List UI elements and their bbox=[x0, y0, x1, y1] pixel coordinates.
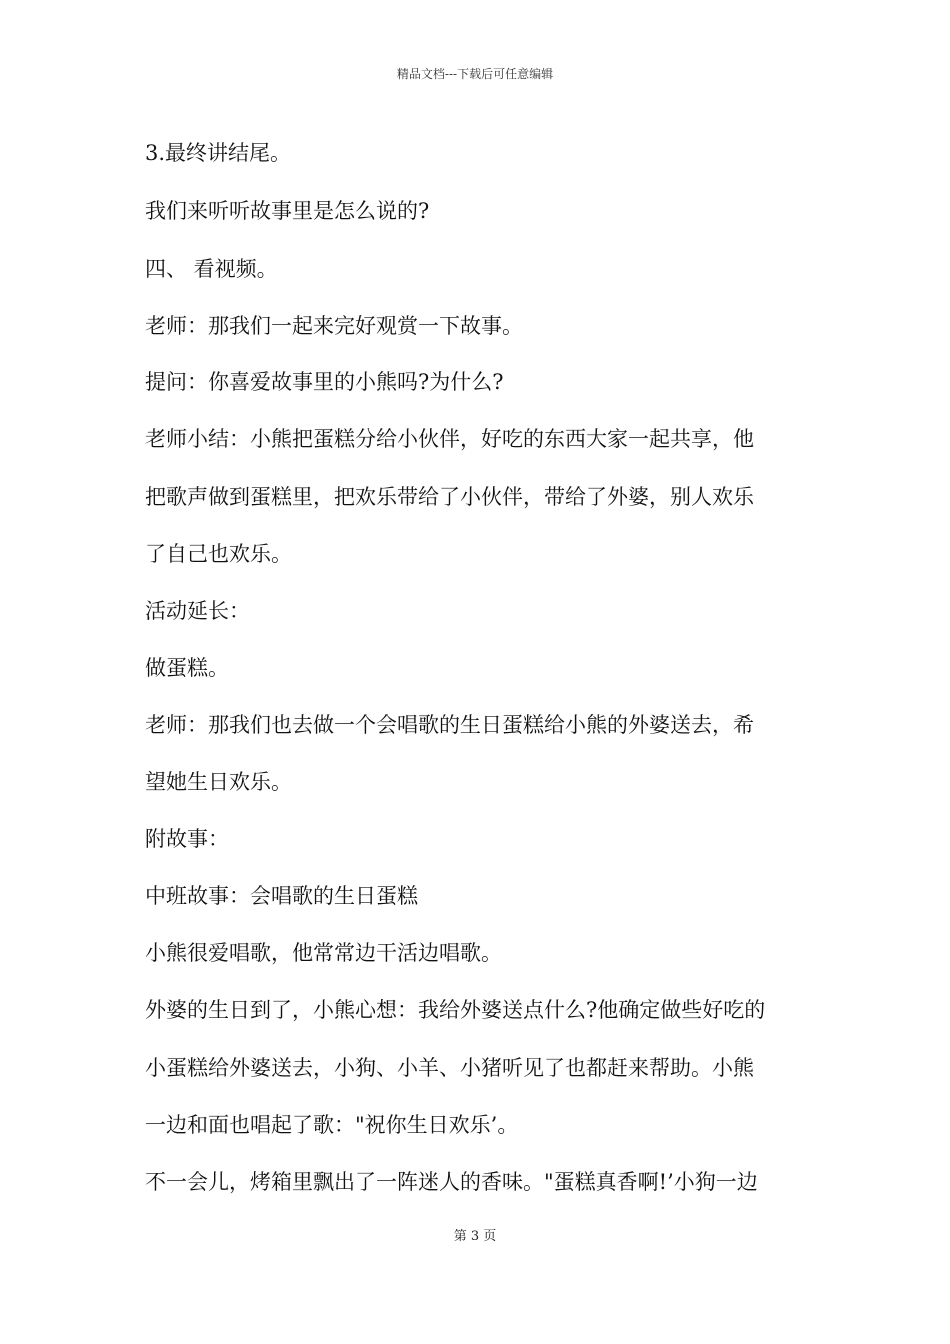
body-line: 外婆的生日到了，小熊心想：我给外婆送点什么?他确定做些好吃的 bbox=[145, 998, 766, 1022]
body-line: 不一会儿，烤箱里飘出了一阵迷人的香味。"蛋糕真香啊!’小狗一边 bbox=[145, 1170, 758, 1194]
body-line: 四、 看视频。 bbox=[145, 257, 278, 281]
body-line: 把歌声做到蛋糕里，把欢乐带给了小伙伴，带给了外婆，别人欢乐 bbox=[145, 485, 754, 509]
body-line: 了自己也欢乐。 bbox=[145, 542, 292, 566]
body-line: 老师：那我们一起来完好观赏一下故事。 bbox=[145, 314, 523, 338]
body-line: 一边和面也唱起了歌："祝你生日欢乐’。 bbox=[145, 1113, 519, 1137]
body-line: 小熊很爱唱歌，他常常边干活边唱歌。 bbox=[145, 941, 502, 965]
body-line: 小蛋糕给外婆送去，小狗、小羊、小猪听见了也都赶来帮助。小熊 bbox=[145, 1056, 754, 1080]
body-line: 提问：你喜爱故事里的小熊吗?为什么? bbox=[145, 370, 504, 394]
body-line: 3.最终讲结尾。 bbox=[145, 141, 292, 165]
body-line: 附故事： bbox=[145, 827, 229, 851]
body-line: 做蛋糕。 bbox=[145, 656, 229, 680]
page-header: 精品文档---下载后可任意编辑 bbox=[396, 67, 554, 81]
body-line: 活动延长： bbox=[145, 599, 250, 623]
body-line: 望她生日欢乐。 bbox=[145, 770, 292, 794]
body-line: 我们来听听故事里是怎么说的? bbox=[145, 199, 430, 223]
body-line: 中班故事：会唱歌的生日蛋糕 bbox=[145, 884, 418, 908]
body-line: 老师小结：小熊把蛋糕分给小伙伴，好吃的东西大家一起共享，他 bbox=[145, 427, 754, 451]
page-number: 第 3 页 bbox=[453, 1229, 497, 1244]
body-line: 老师：那我们也去做一个会唱歌的生日蛋糕给小熊的外婆送去，希 bbox=[145, 713, 754, 737]
